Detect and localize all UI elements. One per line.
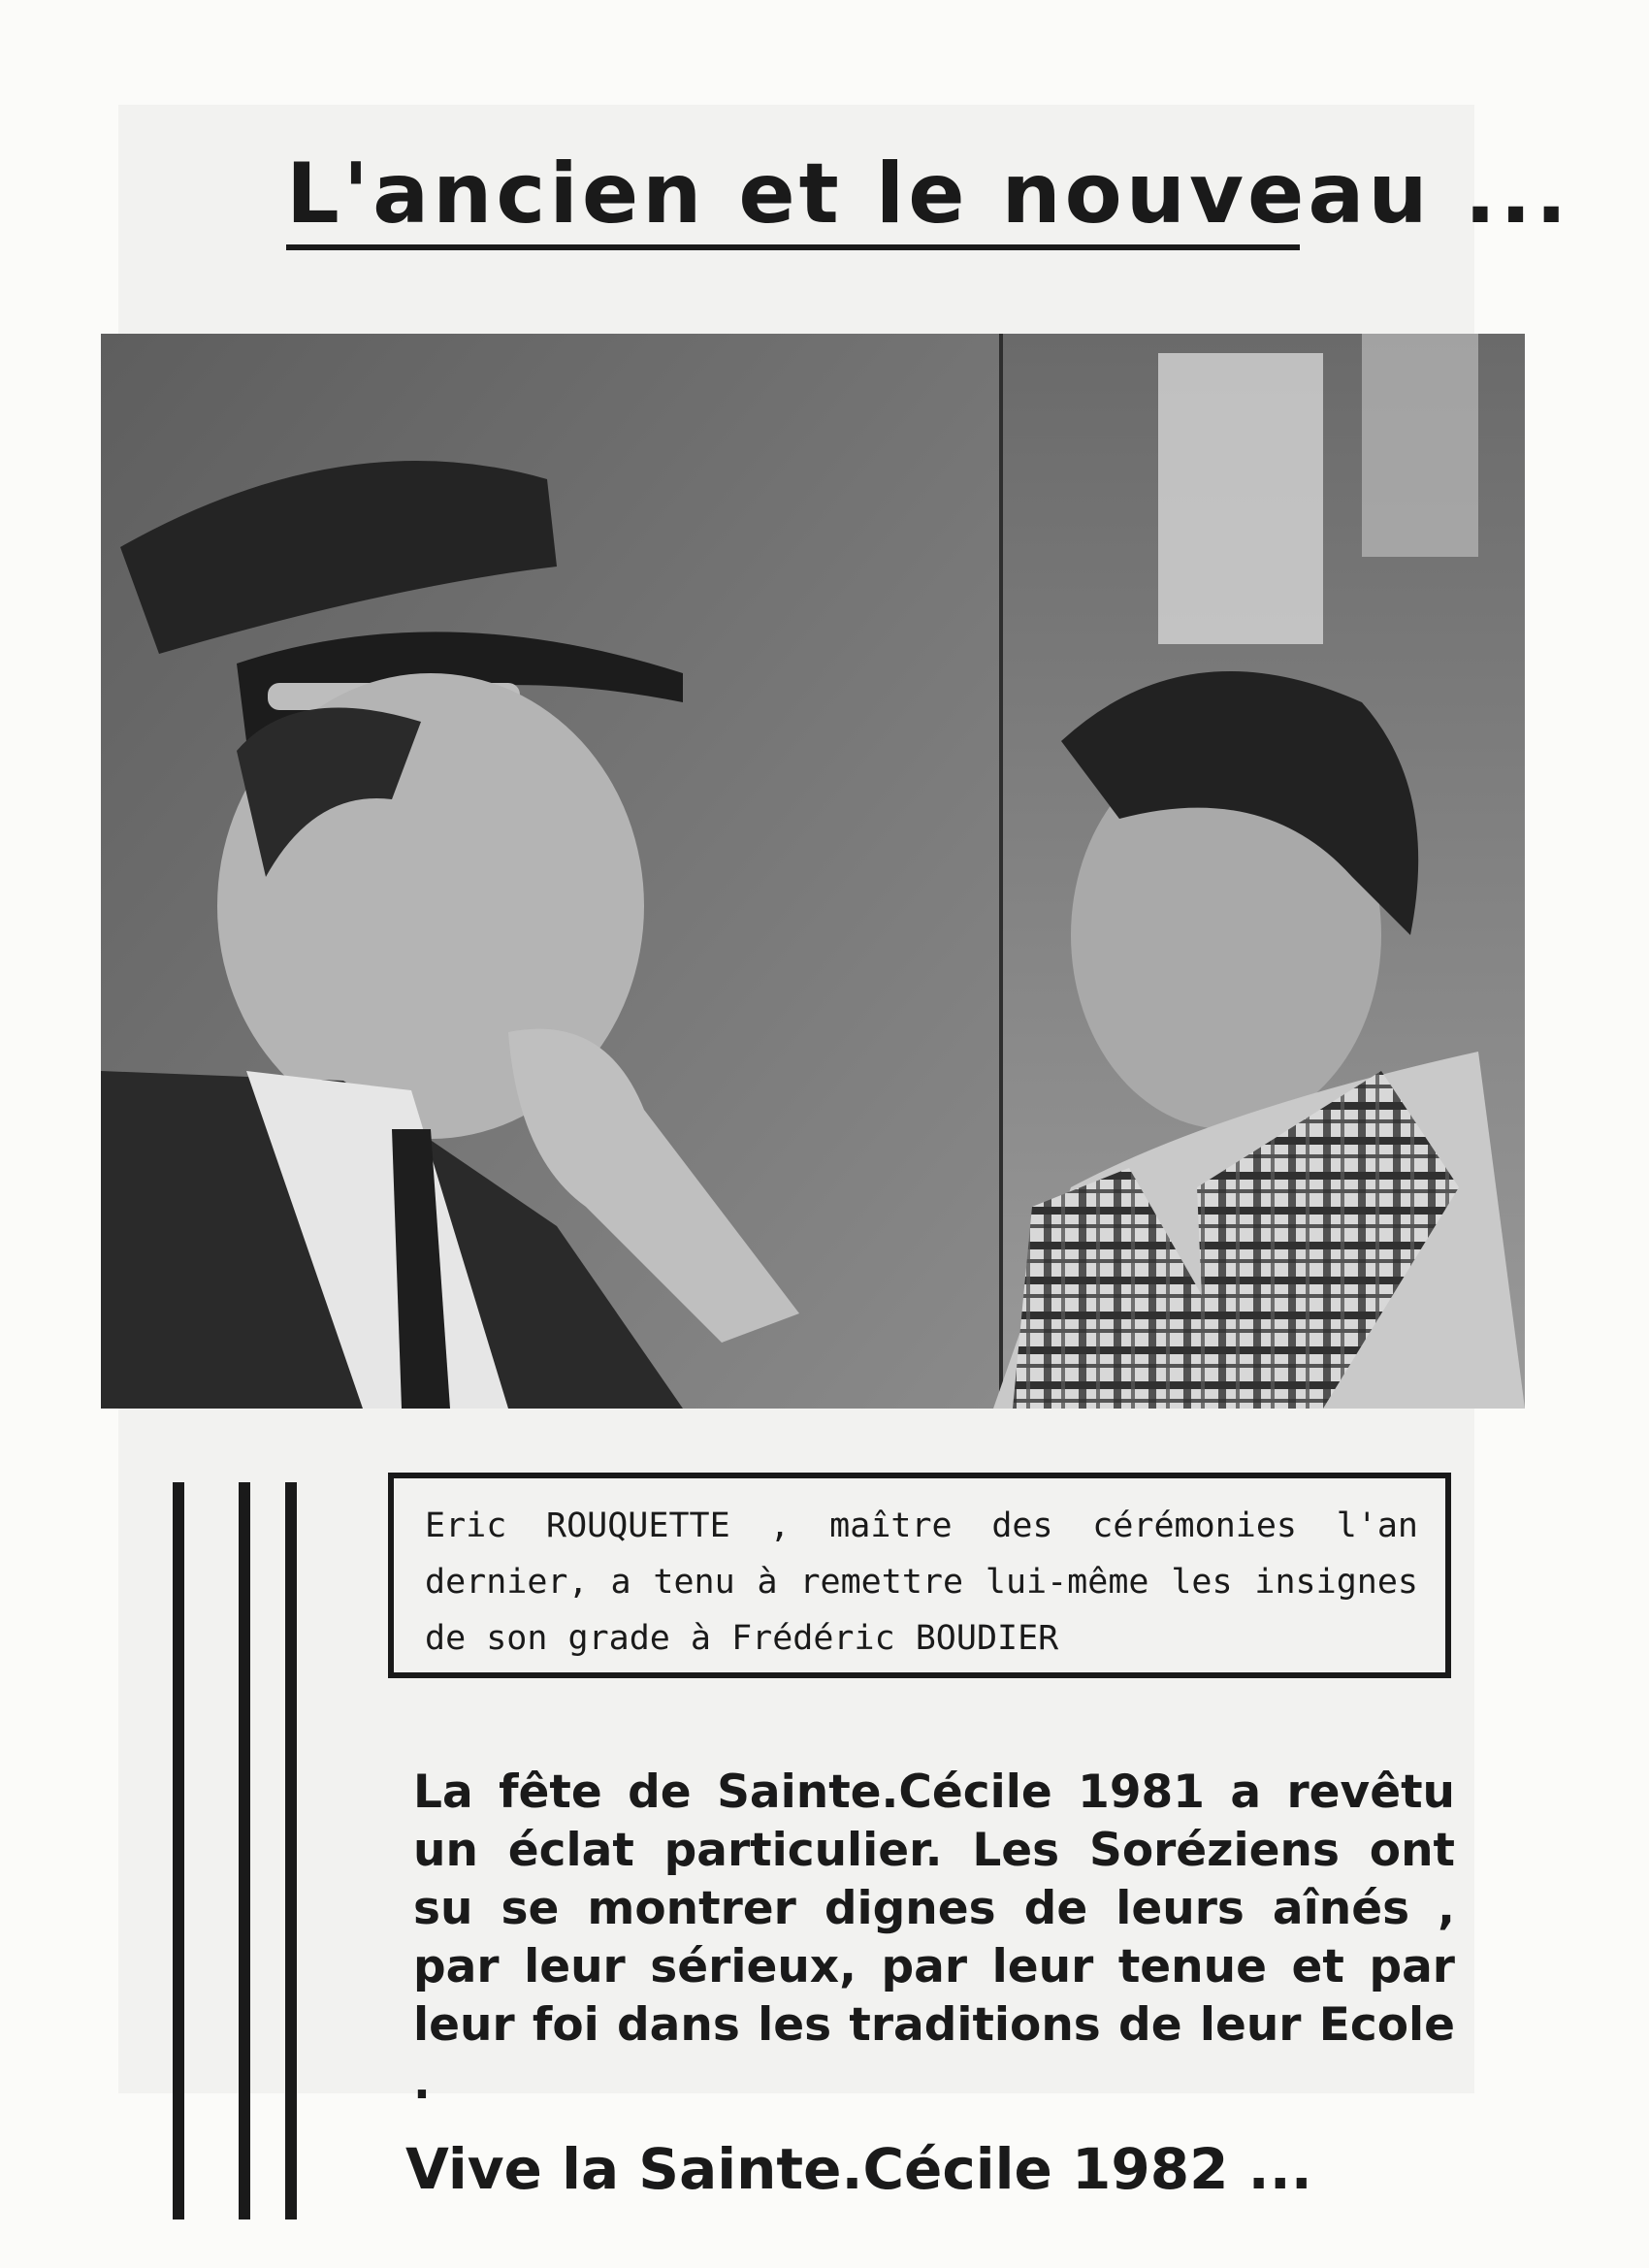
photo-illustration: [101, 334, 1525, 1409]
photo-two-men: [101, 334, 1525, 1409]
closing-line: Vive la Sainte.Cécile 1982 ...: [405, 2136, 1312, 2202]
main-paragraph: La fête de Sainte.Cécile 1981 a revêtu un éclat particulier. Les Soréziens ont su se montrer dignes de leurs aînés , par leur sérieux, par leur tenue et par leur foi dans les traditions de leur Ecole .: [413, 1766, 1455, 2110]
title-underline: [286, 244, 1300, 250]
decorative-bar-3: [285, 1482, 297, 2219]
page-title: L'ancien et le nouveau ...: [286, 146, 1571, 243]
decorative-bar-1: [173, 1482, 184, 2219]
decorative-bar-2: [239, 1482, 250, 2219]
caption-text: Eric ROUQUETTE , maître des cérémonies l'an dernier, a tenu à remettre lui-même les insignes de son grade à Frédéric BOUDIER: [425, 1507, 1418, 1658]
caption-box: [388, 1473, 1451, 1678]
